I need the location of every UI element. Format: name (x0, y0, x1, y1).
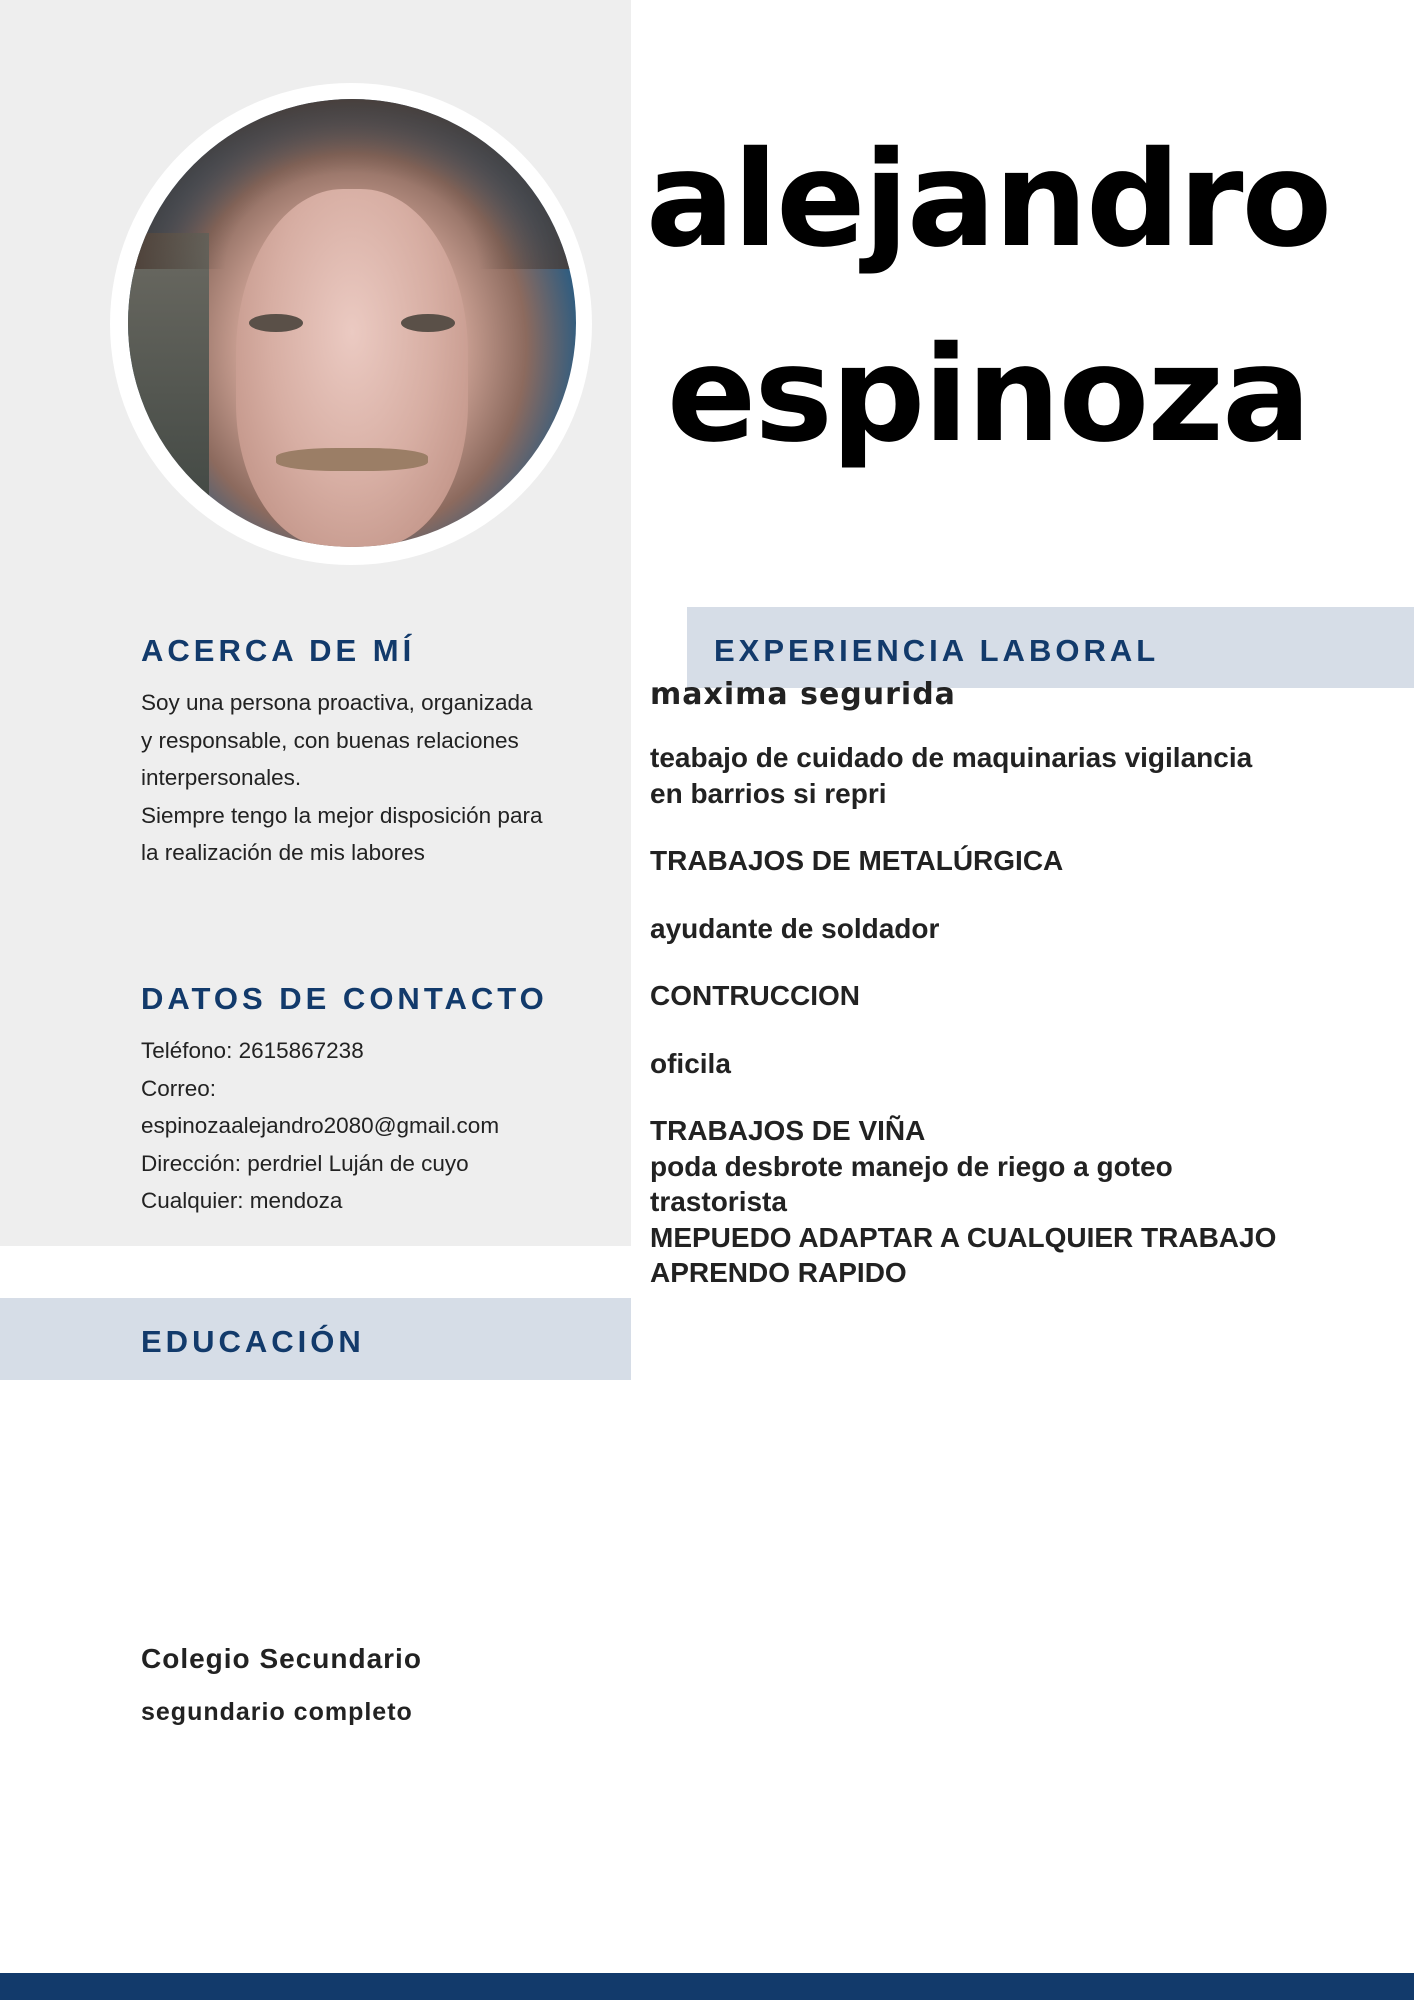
experience-line: APRENDO RAPIDO (650, 1257, 907, 1288)
experience-line: poda desbrote manejo de riego a goteo (650, 1150, 1173, 1182)
experience-line: MEPUEDO ADAPTAR A CUALQUIER TRABAJO (650, 1221, 1277, 1253)
about-line: Siempre tengo la mejor disposición para (141, 802, 543, 828)
experience-line: trastorista (650, 1186, 787, 1217)
photo-face (236, 189, 469, 547)
photo-mustache (276, 448, 428, 470)
experience-line: CONTRUCCION (650, 980, 860, 1011)
education-detail: segundario completo (141, 1698, 413, 1726)
about-line: Soy una persona proactiva, organizada (141, 690, 533, 715)
photo-background (128, 233, 209, 547)
experience-list (650, 740, 1410, 1291)
experience-heading: EXPERIENCIA LABORAL (714, 633, 1160, 668)
experience-company: maxima segurida (650, 677, 956, 712)
footer-bar (0, 1973, 1414, 2000)
experience-line: ayudante de soldador (650, 912, 940, 944)
profile-photo (128, 99, 576, 547)
name-last: espinoza (666, 318, 1310, 472)
about-line: interpersonales. (141, 765, 302, 790)
experience-line: oficila (650, 1047, 731, 1079)
experience-line: TRABAJOS DE METALÚRGICA (650, 845, 1064, 876)
name-first: alejandro (645, 123, 1331, 277)
about-line: la realización de mis labores (141, 840, 425, 865)
contact-email-label: Correo: (141, 1075, 217, 1101)
contact-email: espinozaalejandro2080@gmail.com (141, 1113, 500, 1138)
about-line: y responsable, con buenas relaciones (141, 727, 519, 753)
education-heading: EDUCACIÓN (141, 1324, 365, 1359)
about-text (141, 684, 542, 872)
contact-heading: DATOS DE CONTACTO (141, 981, 548, 1016)
education-school: Colegio Secundario (141, 1643, 422, 1674)
contact-address: Dirección: perdriel Luján de cuyo (141, 1150, 469, 1176)
experience-line: en barrios si repri (650, 777, 887, 809)
photo-eye-right (401, 314, 455, 332)
contact-city: Cualquier: mendoza (141, 1188, 343, 1213)
experience-line: TRABAJOS DE VIÑA (650, 1115, 926, 1146)
experience-line: teabajo de cuidado de maquinarias vigilancia (650, 742, 1253, 773)
contact-text (141, 1032, 499, 1220)
photo-eye-left (249, 314, 303, 332)
about-heading: ACERCA DE MÍ (141, 633, 416, 668)
contact-phone: Teléfono: 2615867238 (141, 1038, 364, 1063)
